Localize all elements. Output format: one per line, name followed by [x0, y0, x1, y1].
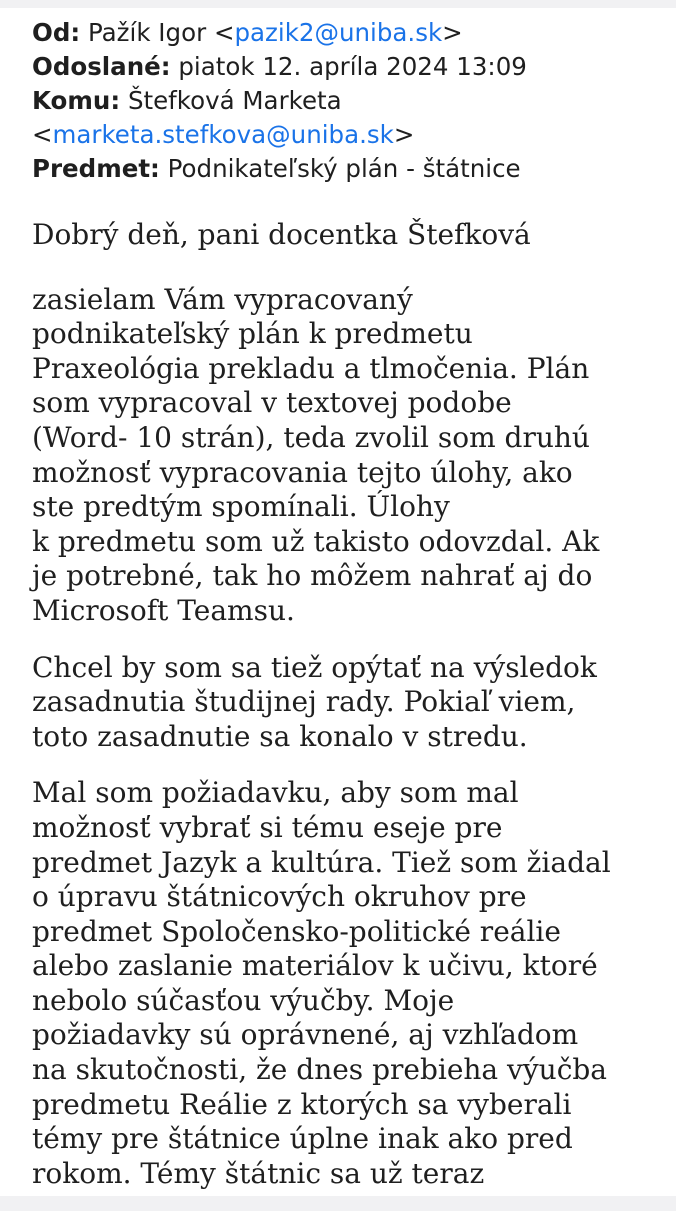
- body-line: alebo zaslanie materiálov k učivu, ktoré: [32, 949, 598, 983]
- body-line: nebolo súčasťou výučby. Moje: [32, 983, 455, 1017]
- body-line: som vypracoval v textovej podobe: [32, 386, 512, 420]
- email-body: [32, 218, 672, 1196]
- paragraph-3: [32, 776, 672, 1191]
- sent-value: piatok 12. apríla 2024 13:09: [178, 52, 527, 81]
- paragraph-2: [32, 651, 672, 755]
- to-email-link[interactable]: marketa.stefkova@uniba.sk: [52, 120, 394, 149]
- from-close-bracket: >: [442, 18, 463, 47]
- from-row: [32, 16, 662, 50]
- body-line: Mal som požiadavku, aby som mal: [32, 776, 519, 810]
- body-line: Chcel by som sa tiež opýtať na výsledok: [32, 650, 597, 684]
- from-open-bracket: <: [213, 18, 235, 47]
- sent-label: Odoslané:: [32, 52, 171, 81]
- body-line: rokom. Témy štátnic sa už teraz: [32, 1156, 485, 1190]
- body-line: o úpravu štátnicových okruhov pre: [32, 880, 527, 914]
- body-line: predmet Spoločensko-politické reálie: [32, 914, 561, 948]
- body-line: toto zasadnutie sa konalo v stredu.: [32, 719, 528, 753]
- body-line: predmetu Reálie z ktorých sa vyberali: [32, 1087, 572, 1121]
- to-name: Štefková Marketa: [127, 86, 342, 115]
- from-label: Od:: [32, 18, 81, 47]
- to-label: Komu:: [32, 86, 121, 115]
- body-line: podnikateľský plán k predmetu: [32, 317, 473, 351]
- body-line: zasielam Vám vypracovaný: [32, 282, 413, 316]
- body-line: (Word- 10 strán), teda zvolil som druhú: [32, 420, 590, 454]
- body-line: k predmetu som už takisto odovzdal. Ak: [32, 524, 600, 558]
- paragraph-1: [32, 283, 672, 629]
- body-line: je potrebné, tak ho môžem nahrať aj do: [32, 559, 593, 593]
- body-line: témy pre štátnice úplne inak ako pred: [32, 1122, 573, 1156]
- body-line: na skutočnosti, že dnes prebieha výučba: [32, 1053, 607, 1087]
- bottom-background-strip: [0, 1196, 676, 1211]
- subject-value: Podnikateľský plán - štátnice: [167, 154, 521, 183]
- greeting: Dobrý deň, pani docentka Štefková: [32, 218, 531, 251]
- body-line: možnosť vypracovania tejto úlohy, ako: [32, 455, 573, 489]
- to-close-bracket: >: [393, 120, 415, 149]
- body-line: Praxeológia prekladu a tlmočenia. Plán: [32, 351, 590, 385]
- body-line: požiadavky sú oprávnené, aj vzhľadom: [32, 1018, 579, 1052]
- sent-row: [32, 50, 662, 84]
- from-name: Pažík Igor: [87, 18, 207, 47]
- email-header: [32, 16, 662, 186]
- from-email-link[interactable]: pazik2@uniba.sk: [234, 18, 443, 47]
- body-line: predmet Jazyk a kultúra. Tiež som žiadal: [32, 845, 611, 879]
- body-line: zasadnutia študijnej rady. Pokiaľ viem,: [32, 685, 576, 719]
- body-line: možnosť vybrať si tému eseje pre: [32, 810, 503, 844]
- subject-label: Predmet:: [32, 154, 160, 183]
- body-line: ste predtým spomínali. Úlohy: [32, 490, 450, 524]
- to-row: [32, 84, 662, 118]
- body-line: Microsoft Teamsu.: [32, 593, 295, 627]
- to-open-bracket: <: [32, 120, 53, 149]
- to-email-row: [32, 118, 662, 152]
- email-message-view: [0, 8, 676, 1196]
- subject-row: [32, 152, 662, 186]
